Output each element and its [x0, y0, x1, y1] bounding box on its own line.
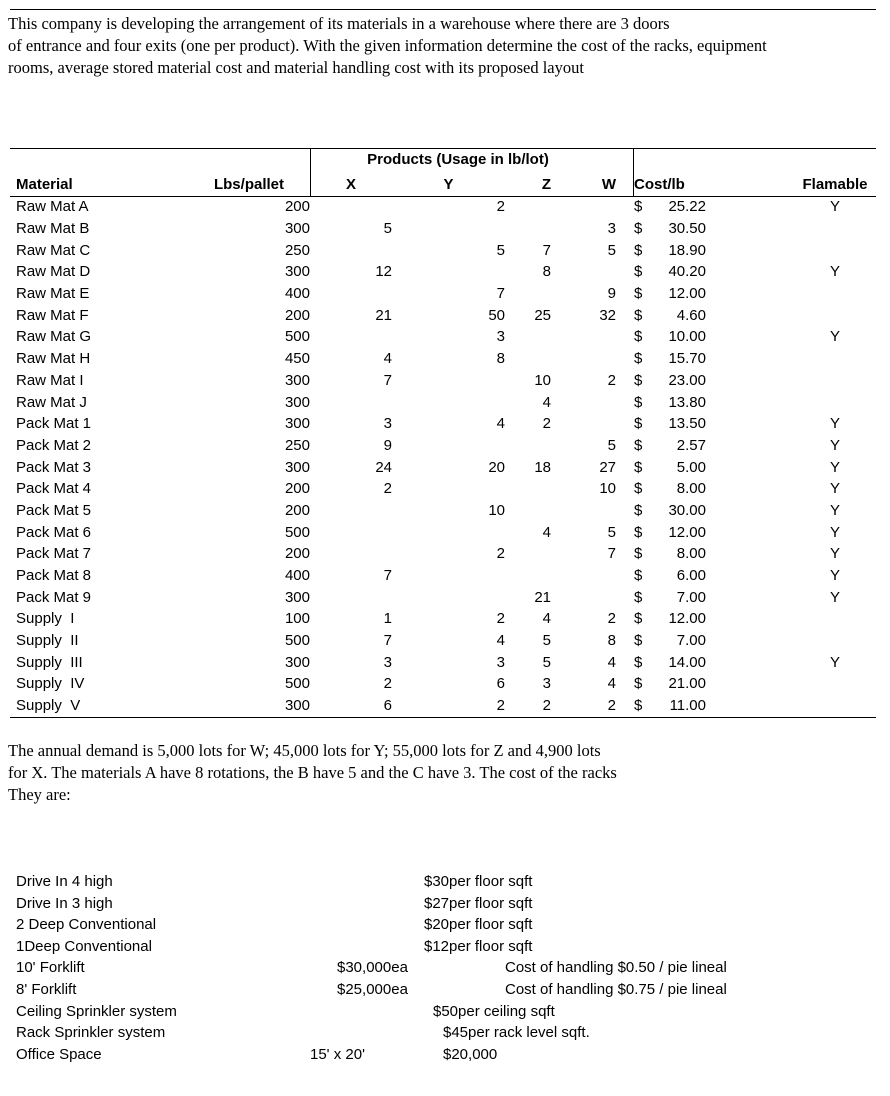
- cell-lbs: 250: [284, 436, 310, 454]
- cost-amount: 14.00: [668, 653, 706, 671]
- cell-mat: Raw Mat C: [16, 241, 91, 259]
- cell-cost: [616, 502, 710, 519]
- table-header-row: [16, 172, 880, 196]
- table-row: [16, 651, 880, 673]
- rack-cost-list: [0, 871, 890, 1065]
- table-row: [16, 543, 880, 565]
- rack-item-unit: per floor sqft: [449, 937, 533, 955]
- rack-item-price: $45per rack level sqft.: [443, 1024, 590, 1042]
- rack-item-label: 8' Forklift: [16, 980, 77, 998]
- rack-item-unit: per floor sqft: [449, 873, 533, 890]
- cell-y: 8: [496, 350, 505, 368]
- cell-x: 1: [383, 610, 392, 628]
- cell-flamable: Y: [829, 545, 840, 563]
- cell-cost: [616, 567, 710, 584]
- cell-lbs: 400: [284, 285, 310, 303]
- cell-w: 8: [607, 632, 616, 650]
- column-header-cost-lb: Cost/lb: [634, 175, 685, 193]
- dollar-sign: $: [634, 501, 643, 519]
- cost-amount: 11.00: [669, 697, 706, 715]
- cost-amount: 30.50: [668, 220, 706, 238]
- rack-item-label: Drive In 3 high: [16, 894, 113, 912]
- cell-mat: Pack Mat 9: [16, 588, 92, 606]
- rack-item-label: Ceiling Sprinkler system: [16, 1002, 177, 1020]
- table-row: [16, 456, 880, 478]
- table-row: [16, 304, 880, 326]
- cell-lbs: 450: [284, 350, 310, 368]
- dollar-sign: $: [634, 458, 643, 476]
- cell-w: 3: [607, 220, 616, 238]
- cell-mat: Pack Mat 3: [16, 458, 92, 476]
- cell-mat: Raw Mat G: [16, 328, 92, 346]
- cost-amount: 6.00: [676, 567, 706, 585]
- demand-paragraph: [8, 740, 617, 806]
- column-header-lbs-pallet: Lbs/pallet: [213, 175, 284, 193]
- cost-amount: 10.00: [668, 328, 706, 346]
- cell-mat: Raw Mat J: [16, 393, 87, 411]
- rack-item-label: Rack Sprinkler system: [16, 1024, 166, 1042]
- cost-amount: 30.00: [668, 501, 706, 519]
- cost-amount: 12.00: [668, 523, 706, 541]
- rack-item-label: 1Deep Conventional: [16, 937, 152, 955]
- table-row: [16, 565, 880, 587]
- cell-cost: [616, 263, 710, 280]
- cell-y: 5: [496, 241, 505, 259]
- cell-y: 7: [496, 285, 505, 303]
- cell-mat: Pack Mat 6: [16, 523, 92, 541]
- cell-y: 50: [488, 306, 505, 324]
- rack-item-price: $27per floor sqft: [424, 894, 533, 912]
- cell-cost: [616, 632, 710, 649]
- table-row: [16, 673, 880, 695]
- top-rule: [10, 9, 876, 10]
- cost-amount: 25.22: [668, 198, 706, 216]
- dollar-sign: $: [634, 653, 643, 671]
- table-row: [16, 370, 880, 392]
- cell-z: 4: [542, 610, 551, 628]
- cell-cost: [616, 242, 710, 259]
- cell-mat: Supply I: [16, 610, 75, 628]
- cell-cost: [616, 545, 710, 562]
- cell-lbs: 300: [284, 393, 310, 411]
- cell-cost: [616, 220, 710, 237]
- rack-item-unit: per rack level sqft.: [468, 1024, 590, 1042]
- cell-y: 3: [496, 653, 505, 671]
- rack-item-unit: per ceiling sqft: [458, 1002, 555, 1020]
- demand-line: for X. The materials A have 8 rotations, the B have 5 and the C have 3. The cost of the racks: [8, 763, 617, 782]
- cell-z: 21: [534, 588, 551, 606]
- cell-x: 3: [383, 415, 392, 433]
- table-row: [16, 695, 880, 717]
- dollar-sign: $: [634, 350, 643, 368]
- cost-amount: 8.00: [676, 545, 706, 563]
- cell-flamable: Y: [829, 588, 840, 606]
- cell-w: 5: [607, 241, 616, 259]
- demand-line: They are:: [8, 785, 71, 804]
- cell-mat: Raw Mat E: [16, 285, 90, 303]
- dollar-sign: $: [634, 610, 643, 628]
- cell-cost: [616, 372, 710, 389]
- cell-mat: Pack Mat 2: [16, 436, 92, 454]
- cell-x: 7: [383, 567, 392, 585]
- cell-z: 2: [542, 415, 551, 433]
- dollar-sign: $: [634, 263, 643, 281]
- column-header-material: Material: [16, 175, 73, 193]
- cell-flamable: Y: [829, 436, 840, 454]
- cell-mat: Raw Mat I: [16, 371, 84, 389]
- list-item: [0, 1044, 890, 1066]
- intro-paragraph: [8, 13, 767, 79]
- cell-y: 20: [488, 458, 505, 476]
- cell-w: 4: [607, 653, 616, 671]
- cell-x: 7: [383, 371, 392, 389]
- cell-x: 5: [383, 220, 392, 238]
- cell-lbs: 300: [284, 653, 310, 671]
- cost-amount: 5.00: [676, 458, 706, 476]
- dollar-sign: $: [634, 545, 643, 563]
- cell-x: 21: [375, 306, 392, 324]
- cell-lbs: 500: [284, 523, 310, 541]
- cell-lbs: 300: [284, 371, 310, 389]
- column-header-z: Z: [541, 175, 551, 193]
- dollar-sign: $: [634, 480, 643, 498]
- cell-cost: [616, 480, 710, 497]
- dollar-sign: $: [634, 588, 643, 606]
- cell-flamable: Y: [829, 328, 840, 346]
- table-row: [16, 391, 880, 413]
- cell-lbs: 400: [284, 567, 310, 585]
- list-item: [0, 1022, 890, 1044]
- cell-cost: [616, 589, 710, 606]
- cost-amount: 18.90: [668, 241, 706, 259]
- table-row: [16, 478, 880, 500]
- cell-cost: [616, 350, 710, 367]
- table-row: [16, 196, 880, 218]
- cell-cost: [616, 675, 710, 692]
- cell-z: 5: [542, 653, 551, 671]
- dollar-sign: $: [634, 697, 643, 715]
- cell-x: 3: [383, 653, 392, 671]
- cell-cost: [616, 198, 710, 215]
- cell-lbs: 200: [284, 501, 310, 519]
- cell-flamable: Y: [829, 480, 840, 498]
- intro-line: of entrance and four exits (one per product). With the given information determine the cost of the racks, equipment: [8, 36, 767, 55]
- table-row: [16, 348, 880, 370]
- dollar-sign: $: [634, 306, 643, 324]
- list-item: [0, 1001, 890, 1023]
- cell-x: 9: [383, 436, 392, 454]
- cost-amount: 4.60: [676, 306, 706, 324]
- dollar-sign: $: [634, 567, 643, 585]
- cell-x: 7: [383, 632, 392, 650]
- table-row: [16, 239, 880, 261]
- cell-z: 2: [542, 697, 551, 715]
- cell-x: 4: [383, 350, 392, 368]
- cell-x: 12: [375, 263, 392, 281]
- cell-flamable: Y: [829, 523, 840, 541]
- cell-y: 2: [496, 545, 505, 563]
- cost-amount: 12.00: [668, 610, 706, 628]
- cell-w: 32: [599, 306, 616, 324]
- dollar-sign: $: [634, 241, 643, 259]
- cell-cost: [616, 654, 710, 671]
- cell-lbs: 500: [284, 675, 310, 693]
- dollar-sign: $: [634, 371, 643, 389]
- cell-cost: [616, 307, 710, 324]
- cell-y: 2: [496, 697, 505, 715]
- materials-table-body: [16, 196, 880, 717]
- cell-y: 3: [496, 328, 505, 346]
- cost-amount: 23.00: [668, 371, 706, 389]
- table-row: [16, 283, 880, 305]
- list-item: [0, 871, 890, 893]
- cell-cost: [616, 328, 710, 345]
- cost-amount: 21.00: [668, 675, 706, 693]
- cell-lbs: 200: [284, 480, 310, 498]
- cell-lbs: 200: [284, 545, 310, 563]
- products-group-header: Products (Usage in lb/lot): [367, 151, 549, 168]
- cell-cost: [616, 459, 710, 476]
- rack-item-unit: per floor sqft: [449, 894, 533, 912]
- cell-flamable: Y: [829, 567, 840, 585]
- cell-lbs: 250: [284, 241, 310, 259]
- cell-w: 27: [599, 458, 616, 476]
- cell-lbs: 300: [284, 415, 310, 433]
- rack-item-unit: ea: [391, 980, 408, 998]
- dollar-sign: $: [634, 328, 643, 346]
- cell-flamable: Y: [829, 263, 840, 281]
- cost-amount: 7.00: [676, 588, 706, 606]
- dollar-sign: $: [634, 632, 643, 650]
- rack-item-price: $30,000ea: [337, 959, 408, 977]
- cell-y: 2: [496, 198, 505, 216]
- table-row: [16, 413, 880, 435]
- cell-cost: [616, 394, 710, 411]
- column-header-x: X: [345, 175, 356, 193]
- cell-lbs: 100: [284, 610, 310, 628]
- cell-flamable: Y: [829, 653, 840, 671]
- cell-y: 10: [488, 501, 505, 519]
- rack-item-label: Drive In 4 high: [16, 873, 113, 890]
- cell-z: 7: [542, 241, 551, 259]
- dollar-sign: $: [634, 523, 643, 541]
- office-size: 15' x 20': [310, 1045, 365, 1063]
- cell-mat: Pack Mat 8: [16, 567, 92, 585]
- cell-lbs: 300: [284, 458, 310, 476]
- list-item: [0, 936, 890, 958]
- cell-flamable: Y: [829, 198, 840, 216]
- cell-w: 5: [607, 523, 616, 541]
- cell-x: 6: [383, 697, 392, 715]
- rack-item-unit: ea: [391, 959, 408, 977]
- rack-item-price: $30per floor sqft: [424, 873, 533, 890]
- dollar-sign: $: [634, 220, 643, 238]
- cell-flamable: Y: [829, 501, 840, 519]
- dollar-sign: $: [634, 415, 643, 433]
- cell-lbs: 500: [284, 328, 310, 346]
- rack-item-note: Cost of handling $0.75 / pie lineal: [505, 980, 727, 998]
- cost-amount: 12.00: [668, 285, 706, 303]
- cell-w: 5: [607, 436, 616, 454]
- cell-lbs: 200: [284, 306, 310, 324]
- rack-item-price: $25,000ea: [337, 980, 408, 998]
- cell-lbs: 300: [284, 697, 310, 715]
- column-header-w: W: [601, 175, 616, 193]
- rack-item-price: $20per floor sqft: [424, 916, 533, 934]
- cell-z: 4: [542, 393, 551, 411]
- cell-w: 4: [607, 675, 616, 693]
- column-header-y: Y: [443, 175, 454, 193]
- rack-item-price: $20,000: [443, 1045, 498, 1063]
- cell-w: 2: [607, 371, 616, 389]
- table-row: [16, 261, 880, 283]
- cell-mat: Supply V: [16, 697, 81, 715]
- cell-mat: Supply IV: [16, 675, 85, 693]
- cell-mat: Pack Mat 4: [16, 480, 92, 498]
- cell-w: 2: [607, 610, 616, 628]
- cell-cost: [616, 610, 710, 627]
- list-item: [0, 979, 890, 1001]
- column-header-flamable: Flamable: [802, 175, 868, 193]
- table-row: [16, 435, 880, 457]
- cell-z: 18: [534, 458, 551, 476]
- cell-w: 7: [607, 545, 616, 563]
- rack-item-price: $12per floor sqft: [424, 937, 533, 955]
- table-bottom-rule: [10, 717, 876, 718]
- cell-mat: Supply II: [16, 632, 79, 650]
- cell-lbs: 300: [284, 588, 310, 606]
- cell-mat: Raw Mat B: [16, 220, 90, 238]
- intro-line: This company is developing the arrangement of its materials in a warehouse where there are 3 doors: [8, 14, 670, 33]
- cell-cost: [616, 285, 710, 302]
- cell-mat: Raw Mat F: [16, 306, 89, 324]
- cell-mat: Supply III: [16, 653, 83, 671]
- table-row: [16, 630, 880, 652]
- cost-amount: 8.00: [676, 480, 706, 498]
- cell-cost: [616, 437, 710, 454]
- cell-flamable: Y: [829, 458, 840, 476]
- rack-item-label: 10' Forklift: [16, 959, 85, 977]
- table-row: [16, 218, 880, 240]
- cell-y: 4: [496, 415, 505, 433]
- cell-cost: [616, 415, 710, 432]
- cost-amount: 40.20: [668, 263, 706, 281]
- cell-x: 2: [383, 480, 392, 498]
- cell-z: 5: [542, 632, 551, 650]
- cell-y: 6: [496, 675, 505, 693]
- cell-mat: Raw Mat D: [16, 263, 91, 281]
- table-row: [16, 500, 880, 522]
- dollar-sign: $: [634, 285, 643, 303]
- cost-amount: 13.80: [668, 393, 706, 411]
- cost-amount: 15.70: [668, 350, 706, 368]
- cell-w: 10: [599, 480, 616, 498]
- rack-item-price: $50per ceiling sqft: [433, 1002, 555, 1020]
- table-row: [16, 326, 880, 348]
- cell-z: 8: [542, 263, 551, 281]
- cell-z: 3: [542, 675, 551, 693]
- cell-lbs: 200: [284, 198, 310, 216]
- cell-lbs: 300: [284, 263, 310, 281]
- dollar-sign: $: [634, 393, 643, 411]
- dollar-sign: $: [634, 198, 643, 216]
- cell-cost: [616, 524, 710, 541]
- table-row: [16, 521, 880, 543]
- list-item: [0, 914, 890, 936]
- cell-flamable: Y: [829, 415, 840, 433]
- cell-mat: Pack Mat 1: [16, 415, 92, 433]
- table-top-rule: [10, 148, 876, 149]
- cost-amount: 7.00: [676, 632, 706, 650]
- table-row: [16, 586, 880, 608]
- list-item: [0, 893, 890, 915]
- cell-mat: Raw Mat H: [16, 350, 91, 368]
- dollar-sign: $: [634, 436, 643, 454]
- rack-item-note: Cost of handling $0.50 / pie lineal: [505, 959, 727, 977]
- cost-amount: 2.57: [676, 436, 706, 454]
- cell-z: 10: [534, 371, 551, 389]
- rack-item-unit: per floor sqft: [449, 916, 533, 934]
- cell-z: 25: [534, 306, 551, 324]
- dollar-sign: $: [634, 675, 643, 693]
- cell-lbs: 300: [284, 220, 310, 238]
- list-item: [0, 957, 890, 979]
- cell-mat: Raw Mat A: [16, 198, 89, 216]
- demand-line: The annual demand is 5,000 lots for W; 45,000 lots for Y; 55,000 lots for Z and 4,900 lots: [8, 741, 601, 760]
- cell-x: 2: [383, 675, 392, 693]
- intro-line: rooms, average stored material cost and material handling cost with its proposed layout: [8, 58, 584, 77]
- cell-mat: Pack Mat 5: [16, 501, 92, 519]
- cell-cost: [616, 697, 710, 714]
- cell-mat: Pack Mat 7: [16, 545, 92, 563]
- table-row: [16, 608, 880, 630]
- rack-item-label: Office Space: [16, 1045, 102, 1063]
- cell-y: 4: [496, 632, 505, 650]
- cell-w: 9: [607, 285, 616, 303]
- cell-z: 4: [542, 523, 551, 541]
- cell-y: 2: [496, 610, 505, 628]
- cell-x: 24: [375, 458, 392, 476]
- cost-amount: 13.50: [668, 415, 706, 433]
- rack-item-label: 2 Deep Conventional: [16, 916, 157, 934]
- cell-w: 2: [607, 697, 616, 715]
- cell-lbs: 500: [284, 632, 310, 650]
